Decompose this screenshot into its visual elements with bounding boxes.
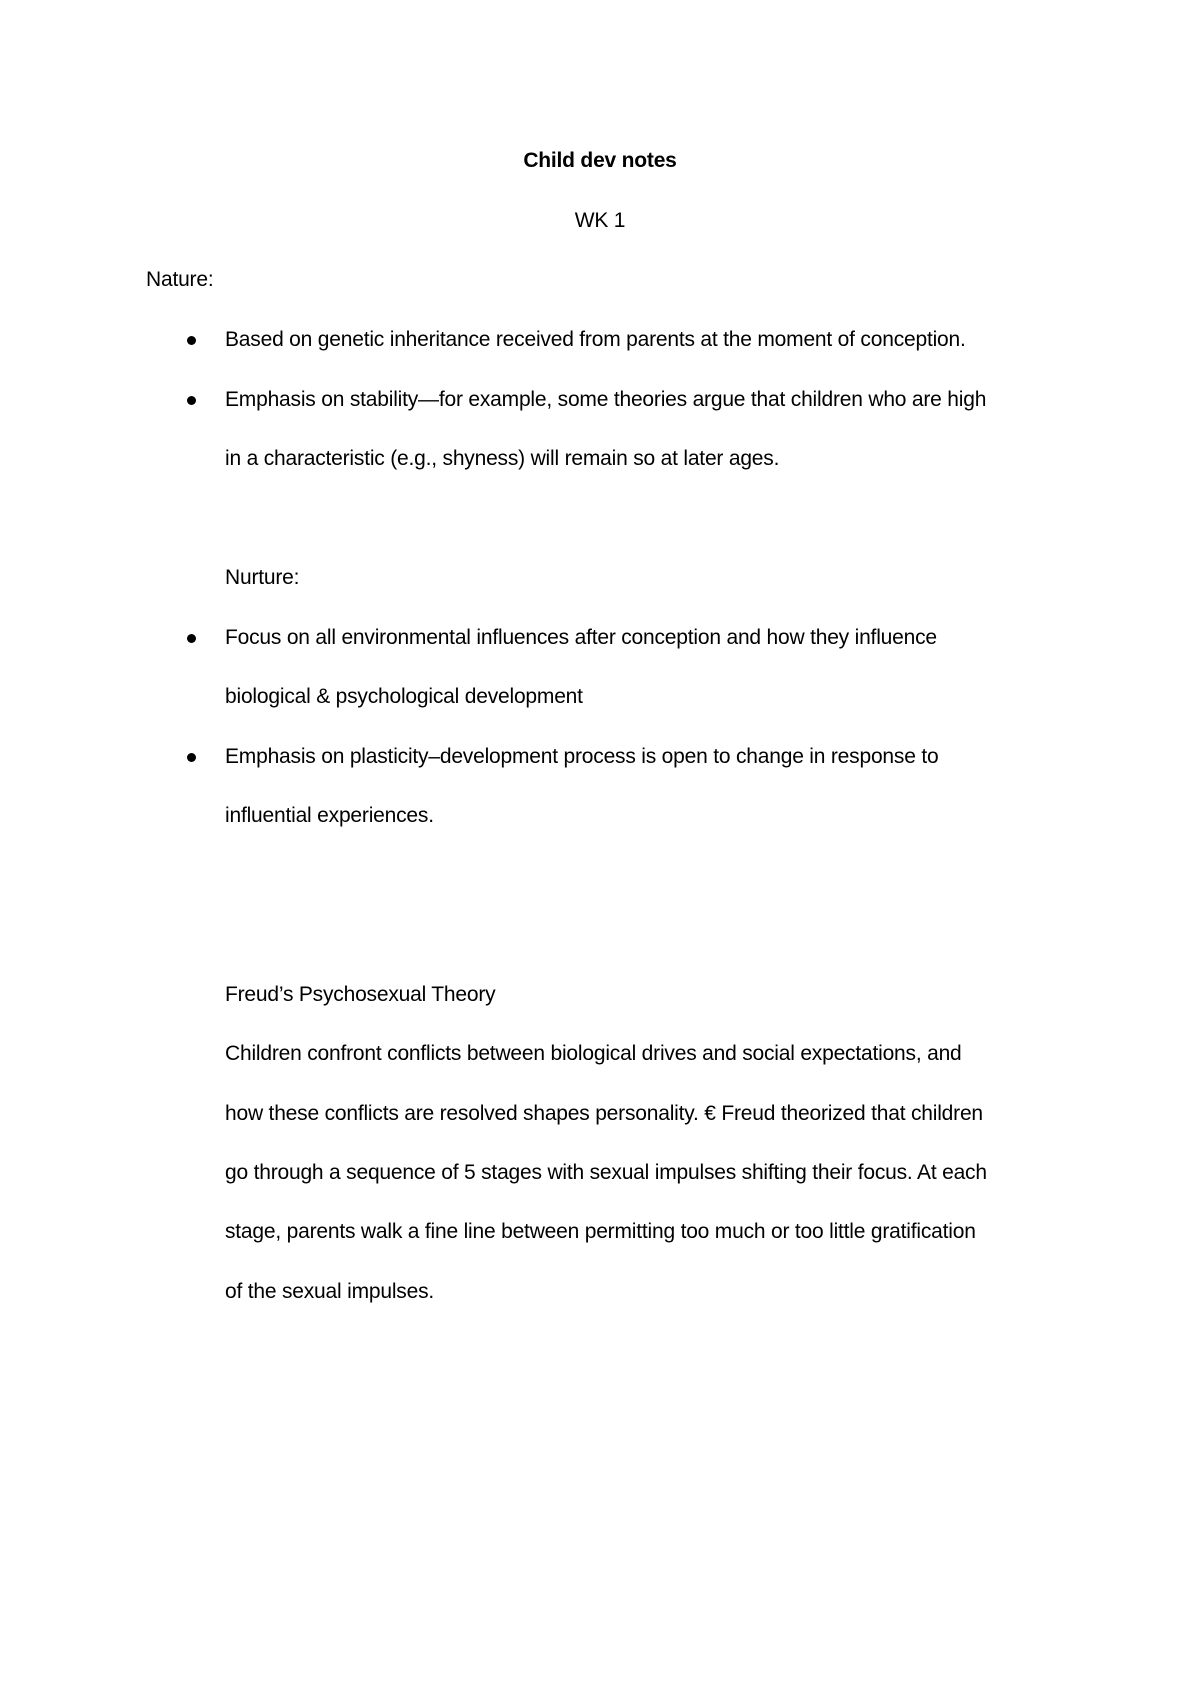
nurture-bullet-2-line-1: Emphasis on plasticity–development process is open to change in response to [225,745,939,768]
bullet-icon [187,634,196,643]
freud-paragraph-line-2: how these conflicts are resolved shapes personality. € Freud theorized that children [225,1102,983,1125]
bullet-icon [187,396,196,405]
week-label: WK 1 [574,209,626,232]
bullet-icon [187,753,196,762]
freud-paragraph-line-3: go through a sequence of 5 stages with sexual impulses shifting their focus. At each [225,1161,987,1184]
nature-bullet-1-line-1: Based on genetic inheritance received from parents at the moment of conception. [225,328,966,351]
bullet-icon [187,336,196,345]
freud-paragraph-line-5: of the sexual impulses. [225,1280,435,1303]
nurture-bullet-1-line-1: Focus on all environmental influences after conception and how they influence [225,626,937,649]
nurture-heading: Nurture: [225,566,300,589]
document-title: Child dev notes [523,149,677,172]
freud-heading: Freud’s Psychosexual Theory [225,983,496,1006]
nature-heading: Nature: [146,268,214,291]
nurture-bullet-1-line-2: biological & psychological development [225,685,583,708]
nature-bullet-2-line-1: Emphasis on stability—for example, some theories argue that children who are high [225,388,987,411]
freud-paragraph-line-1: Children confront conflicts between biological drives and social expectations, and [225,1042,962,1065]
freud-paragraph-line-4: stage, parents walk a fine line between permitting too much or too little gratification [225,1220,976,1243]
nature-bullet-2-line-2: in a characteristic (e.g., shyness) will remain so at later ages. [225,447,780,470]
nurture-bullet-2-line-2: influential experiences. [225,804,434,827]
